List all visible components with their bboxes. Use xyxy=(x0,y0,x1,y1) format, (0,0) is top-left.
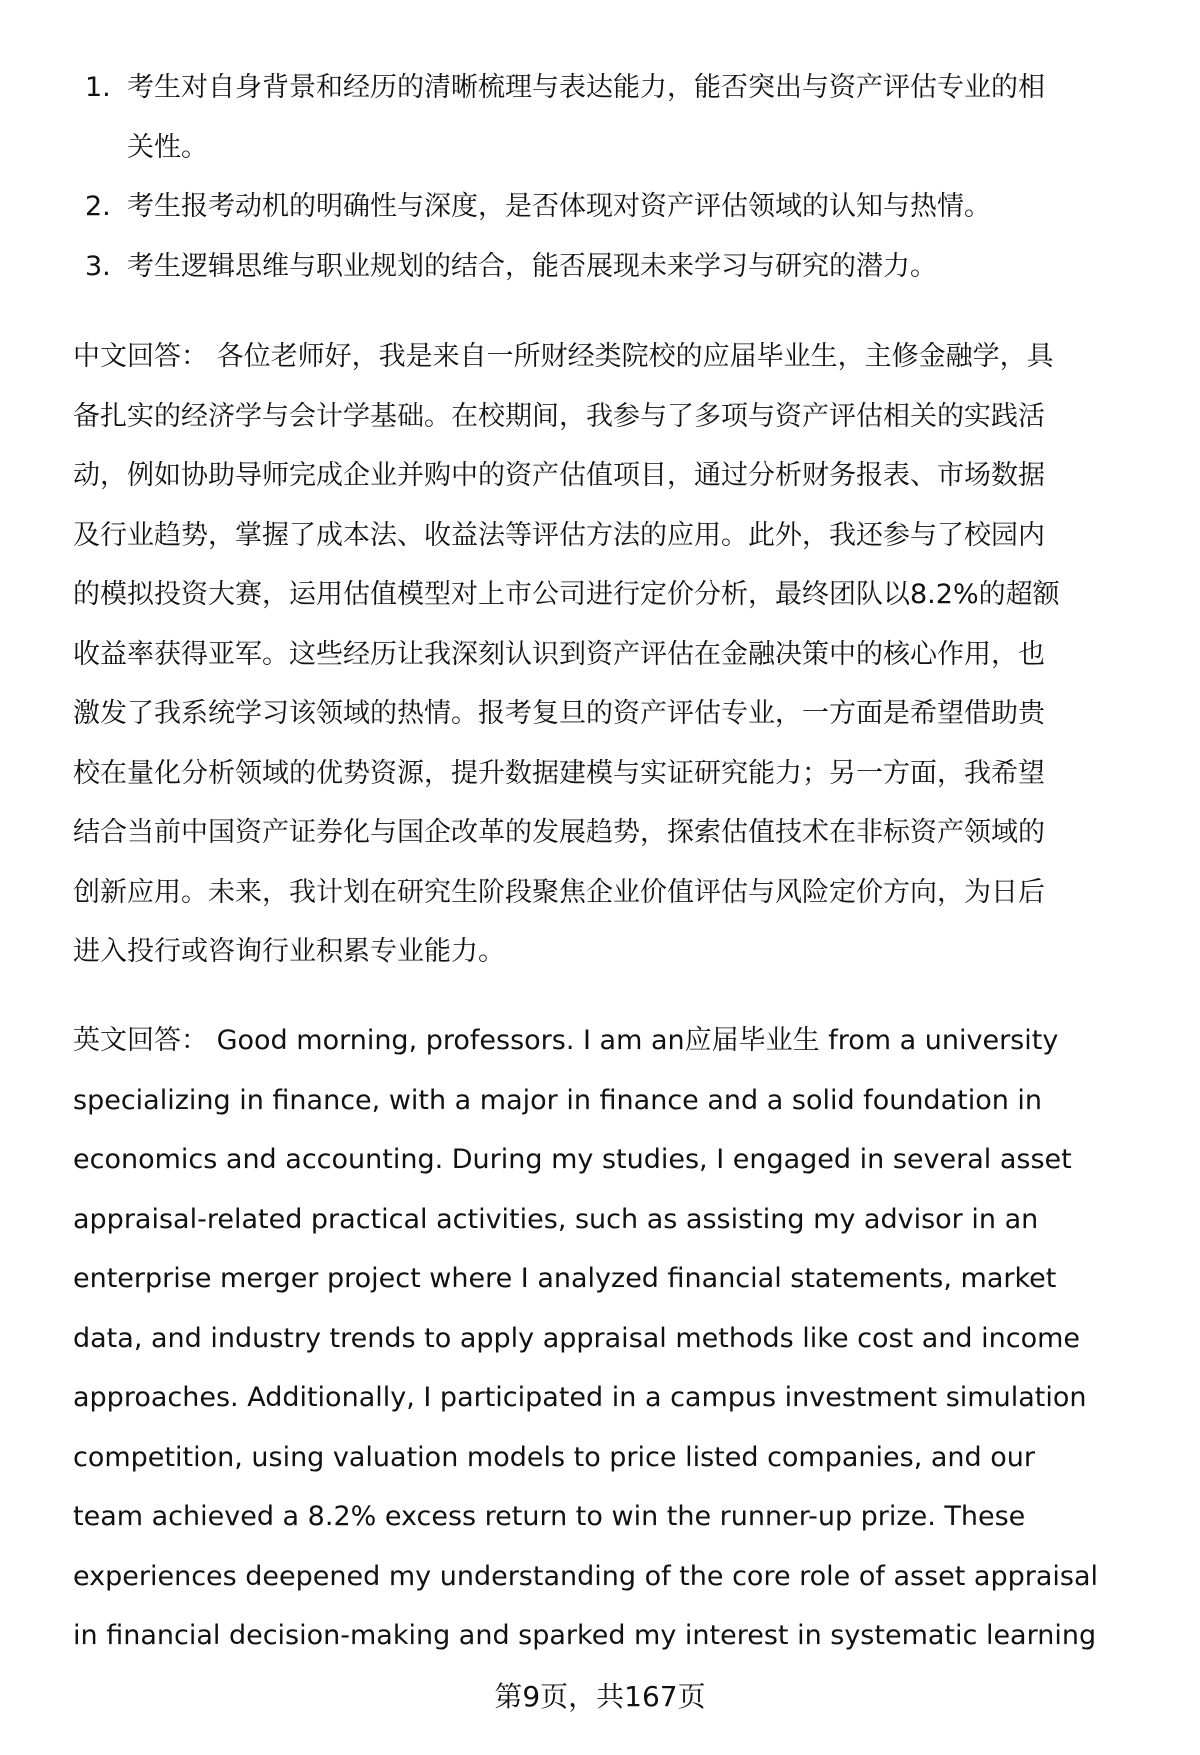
paragraph-line: 中文回答： 各位老师好，我是来自一所财经类院校的应届毕业生，主修金融学，具 xyxy=(73,341,1054,372)
paragraph-line: competition, using valuation models to price listed companies, and our xyxy=(73,1441,1035,1473)
paragraph-line: 结合当前中国资产证券化与国企改革的发展趋势，探索估值技术在非标资产领域的 xyxy=(73,817,1045,848)
paragraph-line: enterprise merger project where I analyzed financial statements, market xyxy=(73,1263,1057,1294)
paragraph-line: specializing in finance, with a major in finance and a solid foundation in xyxy=(73,1084,1043,1116)
paragraph-line: 备扎实的经济学与会计学基础。在校期间，我参与了多项与资产评估相关的实践活 xyxy=(73,400,1045,432)
paragraph-line: 的模拟投资大赛，运用估值模型对上市公司进行定价分析，最终团队以8.2%的超额 xyxy=(73,579,1060,610)
paragraph-line: appraisal-related practical activities, such as assisting my advisor in an xyxy=(73,1203,1039,1235)
list-number: 2. xyxy=(85,191,111,222)
paragraph-line: in financial decision-making and sparked my interest in systematic learning xyxy=(73,1620,1097,1651)
list-item-text: 考生报考动机的明确性与深度，是否体现对资产评估领域的认知与热情。 xyxy=(127,191,991,222)
list-item-text: 考生对自身背景和经历的清晰梳理与表达能力，能否突出与资产评估专业的相 xyxy=(127,72,1045,103)
paragraph-line: team achieved a 8.2% excess return to win the runner-up prize. These xyxy=(73,1501,1026,1532)
paragraph-line: 激发了我系统学习该领域的热情。报考复旦的资产评估专业，一方面是希望借助贵 xyxy=(73,698,1045,729)
list-item-text: 考生逻辑思维与职业规划的结合，能否展现未来学习与研究的潜力。 xyxy=(127,251,937,282)
paragraph-line: 创新应用。未来，我计划在研究生阶段聚焦企业价值评估与风险定价方向，为日后 xyxy=(73,876,1045,908)
paragraph-line: 进入投行或咨询行业积累专业能力。 xyxy=(73,936,505,967)
paragraph-line: 动，例如协助导师完成企业并购中的资产估值项目，通过分析财务报表、市场数据 xyxy=(73,460,1045,491)
paragraph-line: 收益率获得亚军。这些经历让我深刻认识到资产评估在金融决策中的核心作用，也 xyxy=(73,638,1045,670)
paragraph-line: experiences deepened my understanding of the core role of asset appraisal xyxy=(73,1560,1099,1592)
paragraph-line: economics and accounting. During my studies, I engaged in several asset xyxy=(73,1144,1072,1175)
paragraph-line: approaches. Additionally, I participated in a campus investment simulation xyxy=(73,1382,1087,1413)
page-number: 第9页，共167页 xyxy=(494,1680,706,1713)
paragraph-line: 及行业趋势，掌握了成本法、收益法等评估方法的应用。此外，我还参与了校园内 xyxy=(73,519,1045,551)
list-number: 1. xyxy=(85,72,111,103)
list-number: 3. xyxy=(85,251,111,282)
paragraph-line: 校在量化分析领域的优势资源，提升数据建模与实证研究能力；另一方面，我希望 xyxy=(73,757,1045,789)
paragraph-line: data, and industry trends to apply appraisal methods like cost and income xyxy=(73,1322,1081,1354)
list-item-text: 关性。 xyxy=(127,132,208,163)
paragraph-line: 英文回答： Good morning, professors. I am an应届毕业生 from a university xyxy=(73,1025,1059,1056)
